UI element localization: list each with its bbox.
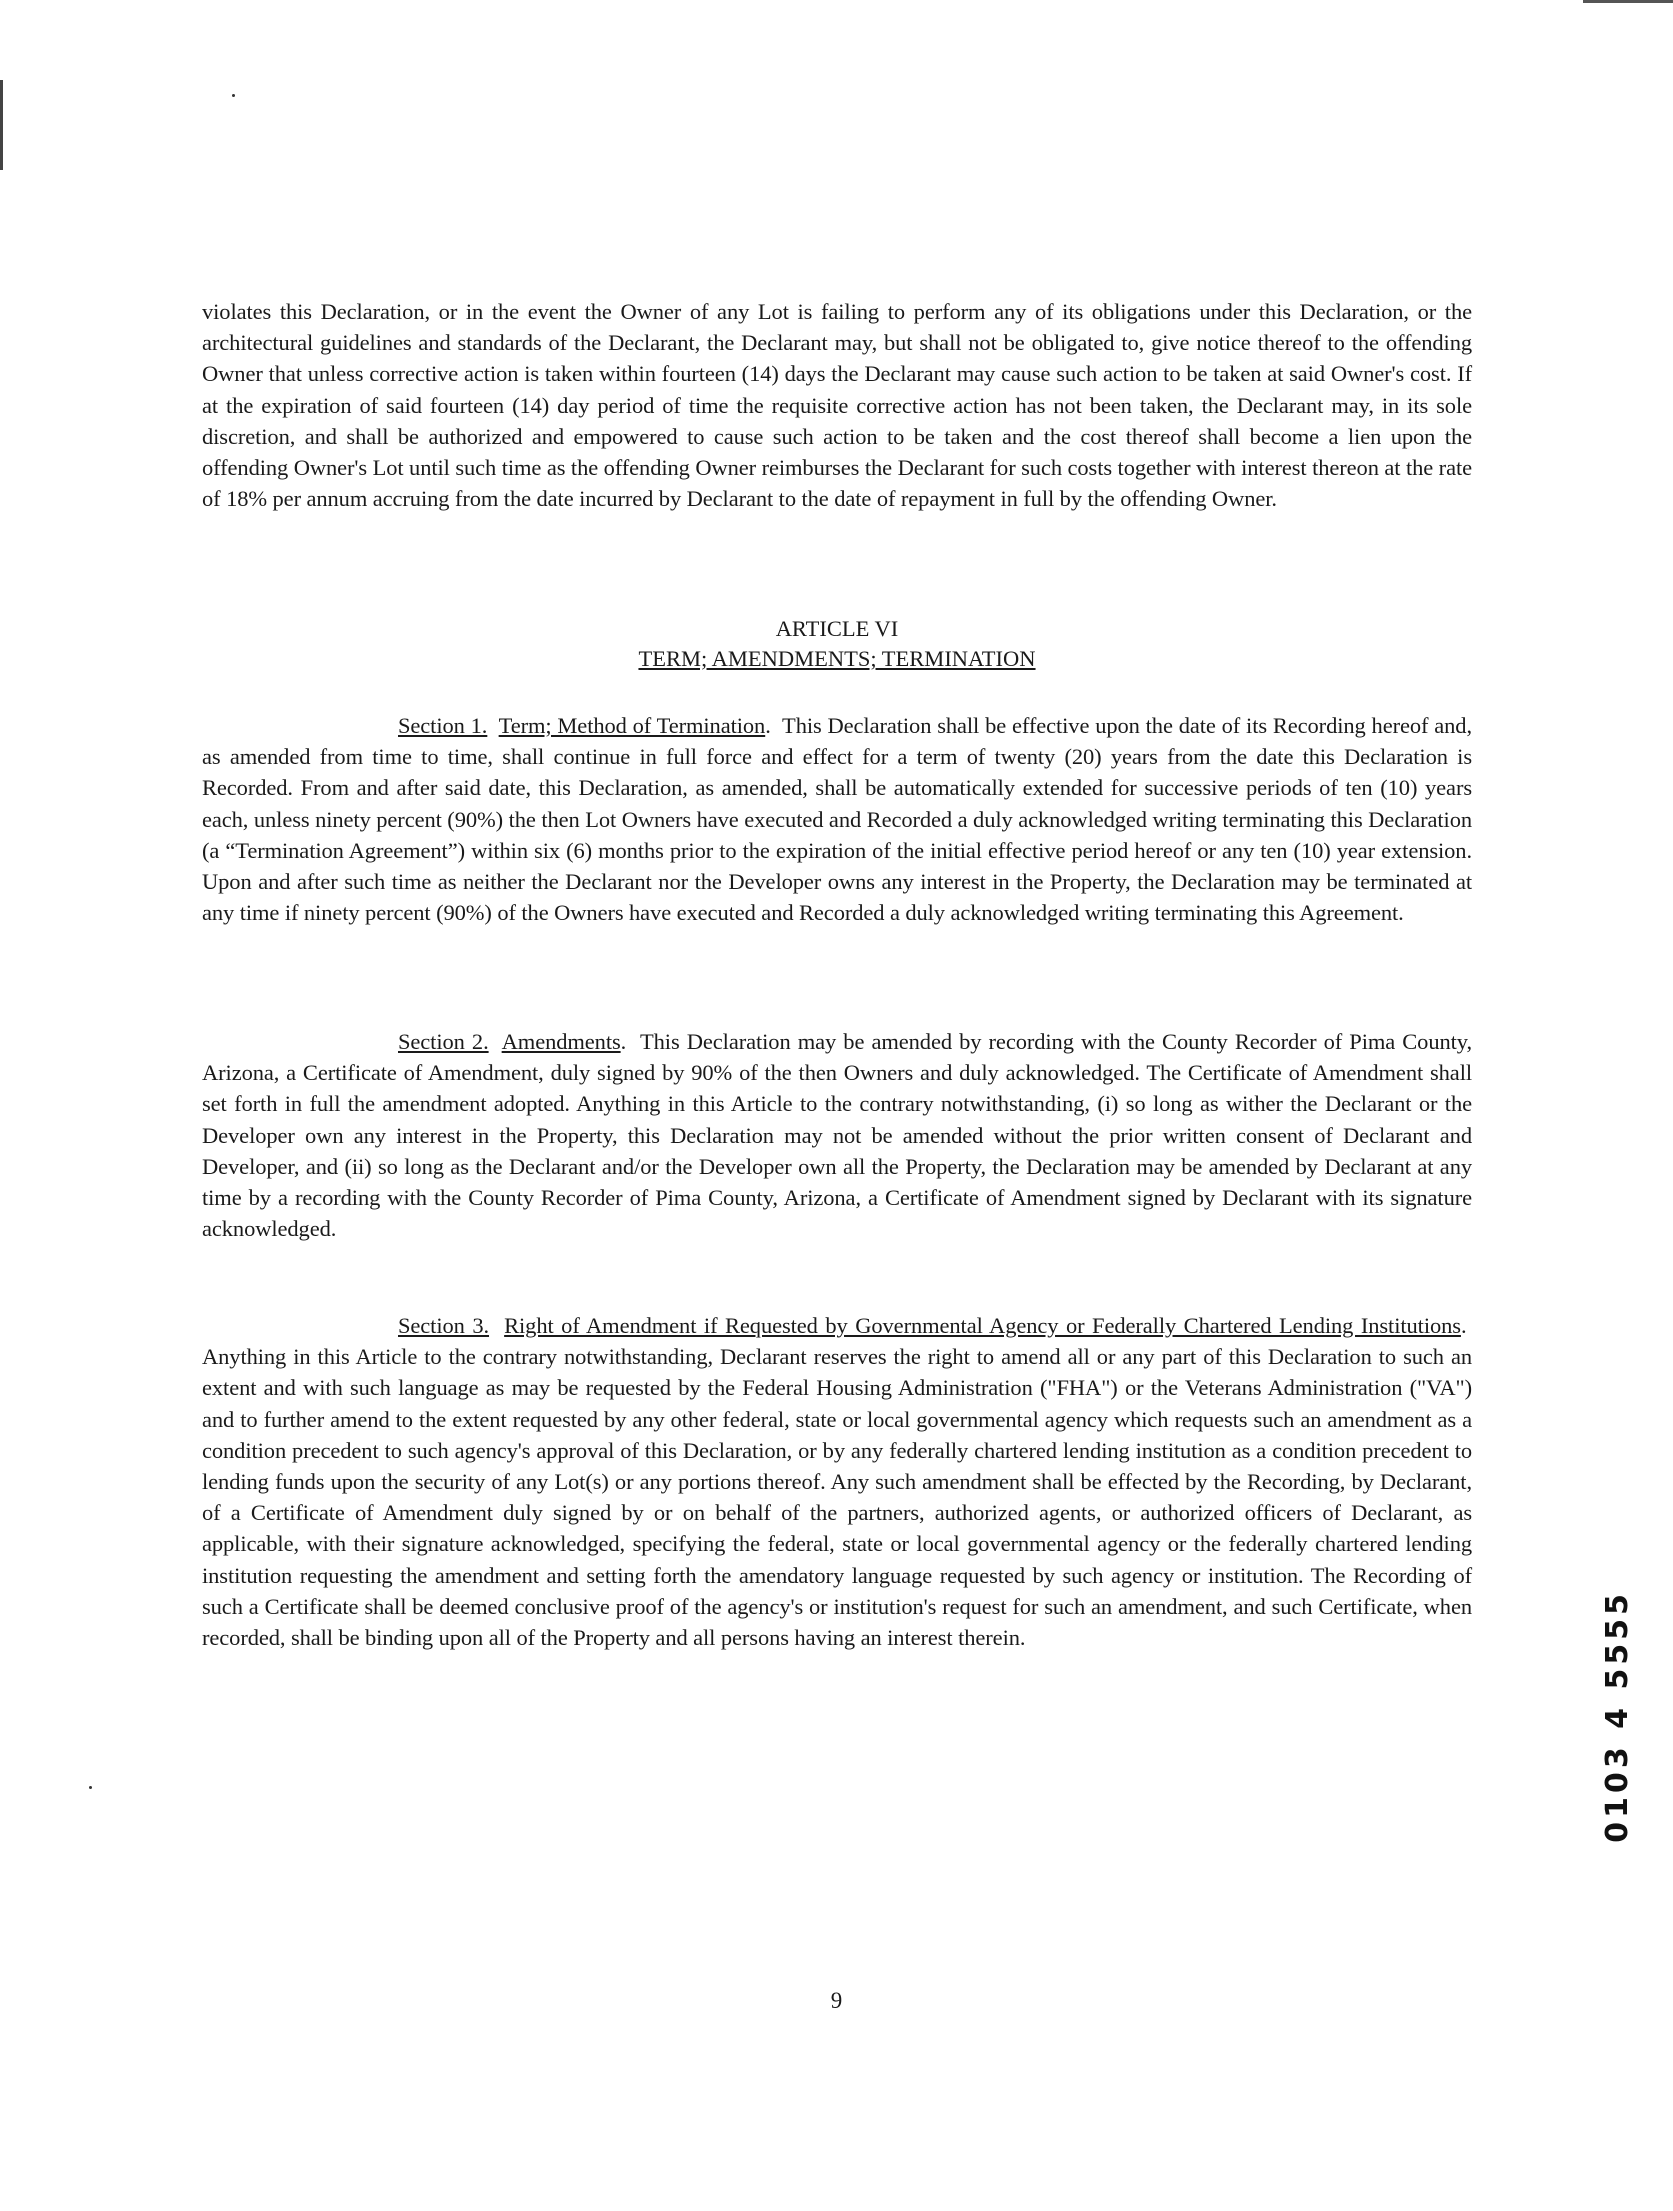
section-1: Section 1. Term; Method of Termination. This Declaration shall be effective upon the date of its Recording hereof and, as amended from time to time, shall continue in full force and effect for a term of twenty (20) years from the date this Declaration is Recorded. From and after said date, this Declaration, as amended, shall be automatically extended for successive periods of ten (10) years each, unless ninety percent (90%) the then Lot Owners have executed and Recorded a duly acknowledged writing terminating this Declaration (a “Termination Agreement”) within six (6) months prior to the expiration of the initial effective period hereof or any ten (10) year extension. Upon and after such time as neither the Declarant nor the Developer owns any interest in the Property, the Declaration may be terminated at any time if ninety percent (90%) of the Owners have executed and Recorded a duly acknowledged writing terminating this Agreement.: [202, 713, 1472, 926]
article-title: [202, 644, 1472, 674]
article-number: ARTICLE VI: [775, 616, 899, 641]
recording-stamp-text: 0103 4 5555: [1600, 1590, 1635, 1843]
section-3: Section 3. Right of Amendment if Requested by Governmental Agency or Federally Chartered Lending Institutions. Anything in this Article to the contrary notwithstanding, Declarant reserves the right to amend all or any part of this Declaration to such an extent and with such language as may be requested by the Federal Housing Administration ("FHA") or the Veterans Administration ("VA") and to further amend to the extent requested by any other federal, state or local governmental agency which requests such an amendment as a condition precedent to such agency's approval of this Declaration, or by any federally chartered lending institution as a condition precedent to lending funds upon the security of any Lot(s) or any portions thereof. Any such amendment shall be effected by the Recording, by Declarant, of a Certificate of Amendment duly signed by or on behalf of the partners, authorized agents, or authorized officers of Declarant, as applicable, with their signature acknowledged, specifying the federal, state or local governmental agency or the federally chartered lending institution requesting the amendment and setting forth the amendatory language requested by such agency or institution. The Recording of such a Certificate shall be deemed conclusive proof of the agency's or institution's request for such an amendment, and such Certificate, when recorded, shall be binding upon all of the Property and all persons having an interest therein.: [202, 1313, 1472, 1651]
section-2: Section 2. Amendments. This Declaration may be amended by recording with the County Recorder of Pima County, Arizona, a Certificate of Amendment, duly signed by 90% of the then Owners and duly acknowledged. The Certificate of Amendment shall set forth in full the amendment adopted. Anything in this Article to the contrary notwithstanding, (i) so long as wither the Declarant or the Developer own any interest in the Property, this Declaration may not be amended without the prior written consent of Declarant and Developer, and (ii) so long as the Declarant and/or the Developer own all the Property, the Declaration may be amended by Declarant at any time by a recording with the County Recorder of Pima County, Arizona, a Certificate of Amendment signed by Declarant with its signature acknowledged.: [202, 1029, 1472, 1242]
section-3-body: Anything in this Article to the contrary notwithstanding, Declarant reserves the right to amend all or any part of this Declaration to such an extent and with such language as may be requested by the Federal Housing Administration ("FHA") or the Veterans Administration ("VA") and to further amend to the extent requested by any other federal, state or local governmental agency which requests such an amendment as a condition precedent to such agency's approval of this Declaration, or by any federally chartered lending institution as a condition precedent to lending funds upon the security of any Lot(s) or any portions thereof. Any such amendment shall be effected by the Recording, by Declarant, of a Certificate of Amendment duly signed by or on behalf of the partners, authorized agents, or authorized officers of Declarant, as applicable, with their signature acknowledged, specifying the federal, state or local governmental agency or the federally chartered lending institution requesting the amendment and setting forth the amendatory language requested by such agency or institution. The Recording of such a Certificate shall be deemed conclusive proof of the agency's or institution's request for such an amendment, and such Certificate, when recorded, shall be binding upon all of the Property and all persons having an interest therein.: [202, 1344, 1472, 1651]
section-3-heading: Right of Amendment if Requested by Governmental Agency or Federally Chartered Lending Institutions: [504, 1313, 1461, 1338]
paragraph-continued: violates this Declaration, or in the event the Owner of any Lot is failing to perform any of its obligations under this Declaration, or the architectural guidelines and standards of the Declarant, the Declarant may, but shall not be obligated to, give notice thereof to the offending Owner that unless corrective action is taken within fourteen (14) days the Declarant may cause such action to be taken at said Owner's cost. If at the expiration of said fourteen (14) day period of time the requisite corrective action has not been taken, the Declarant may, in its sole discretion, and shall be authorized and empowered to cause such action to be taken and the cost thereof shall become a lien upon the offending Owner's Lot until such time as the offending Owner reimburses the Declarant for such costs together with interest thereon at the rate of 18% per annum accruing from the date incurred by Declarant to the date of repayment in full by the offending Owner.: [202, 299, 1472, 512]
section-2-prefix: Section 2.: [398, 1029, 489, 1054]
page-number: 9: [830, 1988, 843, 2013]
section-1-heading: Term; Method of Termination: [498, 713, 766, 738]
scan-speck: [232, 94, 235, 97]
scan-artifact-line: [1583, 0, 1673, 3]
section-2-body: This Declaration may be amended by recording with the County Recorder of Pima County, Arizona, a Certificate of Amendment, duly signed by 90% of the then Owners and duly acknowledged. The Certificate of Amendment shall set forth in full the amendment adopted. Anything in this Article to the contrary notwithstanding, (i) so long as wither the Declarant or the Developer own any interest in the Property, this Declaration may not be amended without the prior written consent of Declarant and Developer, and (ii) so long as the Declarant and/or the Developer own all the Property, the Declaration may be amended by Declarant at any time by a recording with the County Recorder of Pima County, Arizona, a Certificate of Amendment signed by Declarant with its signature acknowledged.: [202, 1029, 1472, 1242]
recording-stamp: [1600, 1590, 1640, 1920]
section-2-heading: Amendments: [501, 1029, 621, 1054]
scan-artifact-edge: [0, 80, 3, 170]
section-3-prefix: Section 3.: [398, 1313, 490, 1338]
scan-speck: [89, 1786, 92, 1789]
section-1-prefix: Section 1.: [398, 713, 488, 738]
section-1-body: This Declaration shall be effective upon the date of its Recording hereof and, as amended from time to time, shall continue in full force and effect for a term of twenty (20) years from the date this Declaration is Recorded. From and after said date, this Declaration, as amended, shall be automatically extended for successive periods of ten (10) years each, unless ninety percent (90%) the then Lot Owners have executed and Recorded a duly acknowledged writing terminating this Declaration (a “Termination Agreement”) within six (6) months prior to the expiration of the initial effective period hereof or any ten (10) year extension. Upon and after such time as neither the Declarant nor the Developer owns any interest in the Property, the Declaration may be terminated at any time if ninety percent (90%) of the Owners have executed and Recorded a duly acknowledged writing terminating this Agreement.: [202, 713, 1472, 926]
article-title-text: TERM; AMENDMENTS; TERMINATION: [638, 646, 1036, 671]
